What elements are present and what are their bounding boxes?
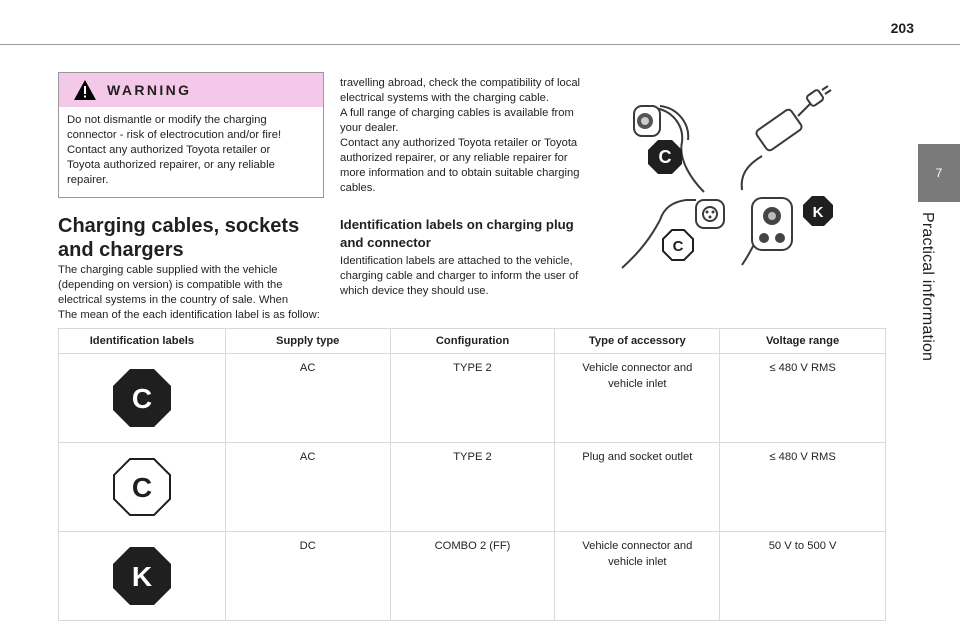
accessory-line: vehicle inlet bbox=[608, 378, 667, 390]
section-title-line: Charging cables, sockets bbox=[58, 215, 300, 237]
continuation-line: Contact any authorized Toyota retailer or Toyota bbox=[340, 137, 578, 149]
warning-box bbox=[58, 72, 324, 198]
identification-table bbox=[58, 328, 886, 621]
voltage-cell: 50 V to 500 V bbox=[720, 532, 886, 621]
label-letter: C bbox=[131, 383, 153, 414]
intro-line: electrical systems in the country of sale. When bbox=[58, 294, 289, 306]
warning-title: WARNING bbox=[107, 82, 192, 98]
chapter-title: Practical information bbox=[919, 212, 936, 362]
page-number: 203 bbox=[890, 20, 914, 36]
warning-triangle-icon bbox=[73, 79, 97, 101]
accessory-cell bbox=[555, 532, 720, 621]
accessory-line: Vehicle connector and bbox=[582, 362, 693, 374]
continuation-line: more information and to obtain suitable charging bbox=[340, 167, 580, 179]
header-rule bbox=[0, 44, 960, 45]
table-header-row bbox=[59, 329, 886, 354]
column-header: Identification labels bbox=[59, 329, 226, 354]
section-title-line: and chargers bbox=[58, 239, 184, 261]
config-cell: COMBO 2 (FF) bbox=[390, 532, 555, 621]
warning-line: repairer. bbox=[67, 174, 109, 186]
subsection-title-line: Identification labels on charging plug bbox=[340, 217, 574, 232]
warning-line: Toyota authorized repairer, or any reliable bbox=[67, 159, 275, 171]
charging-cable-image bbox=[742, 86, 831, 190]
column-header: Configuration bbox=[390, 329, 555, 354]
subsection-line: charging cable and charger to inform the user of bbox=[340, 270, 579, 282]
label-cell bbox=[59, 532, 226, 621]
column-header: Supply type bbox=[225, 329, 390, 354]
continuation-line: your dealer. bbox=[340, 122, 399, 134]
label-c-outline-icon bbox=[663, 230, 693, 260]
subsection-line: Identification labels are attached to the vehicle, bbox=[340, 255, 573, 267]
intro-line: The charging cable supplied with the vehicle bbox=[58, 264, 278, 276]
continuation-line: authorized repairer, or any reliable repairer for bbox=[340, 152, 568, 164]
continuation-paragraph bbox=[340, 76, 610, 196]
config-cell: TYPE 2 bbox=[390, 443, 555, 532]
label-c-filled-icon bbox=[111, 367, 173, 429]
combo-connector-image bbox=[742, 198, 792, 265]
subsection-line: which device they should use. bbox=[340, 285, 489, 297]
chapter-tab[interactable]: 7 bbox=[918, 144, 960, 202]
column-header: Voltage range bbox=[720, 329, 886, 354]
label-k-filled-icon bbox=[111, 545, 173, 607]
continuation-line: cables. bbox=[340, 182, 376, 194]
table-row bbox=[59, 354, 886, 443]
label-c-filled-letter: C bbox=[658, 147, 672, 167]
voltage-cell: ≤ 480 V RMS bbox=[720, 354, 886, 443]
section-title bbox=[58, 214, 338, 262]
accessory-line: Plug and socket outlet bbox=[582, 451, 693, 463]
supply-cell: AC bbox=[225, 354, 390, 443]
table-row bbox=[59, 532, 886, 621]
label-k-filled-icon bbox=[803, 196, 833, 226]
accessory-line: vehicle inlet bbox=[608, 556, 667, 568]
label-cell bbox=[59, 354, 226, 443]
config-cell: TYPE 2 bbox=[390, 354, 555, 443]
column-header: Type of accessory bbox=[555, 329, 720, 354]
table-row bbox=[59, 443, 886, 532]
label-k-filled-letter: K bbox=[812, 204, 824, 221]
label-letter: K bbox=[131, 561, 153, 592]
label-c-outline-letter: C bbox=[672, 238, 684, 255]
subsection-paragraph bbox=[340, 254, 610, 299]
voltage-cell: ≤ 480 V RMS bbox=[720, 443, 886, 532]
warning-header bbox=[59, 73, 323, 107]
warning-line: Contact any authorized Toyota retailer or bbox=[67, 144, 271, 156]
ident-intro: The mean of the each identification label is as follow: bbox=[58, 309, 320, 321]
label-c-filled-icon bbox=[648, 140, 682, 174]
intro-paragraph bbox=[58, 263, 348, 308]
accessory-line: Vehicle connector and bbox=[582, 540, 693, 552]
label-c-outline-icon bbox=[111, 456, 173, 518]
label-cell bbox=[59, 443, 226, 532]
warning-text bbox=[59, 107, 323, 188]
supply-cell: DC bbox=[225, 532, 390, 621]
continuation-line: electrical systems with the charging cable. bbox=[340, 92, 549, 104]
continuation-line: travelling abroad, check the compatibility of local bbox=[340, 77, 581, 89]
warning-line: Do not dismantle or modify the charging bbox=[67, 114, 267, 126]
intro-line: (depending on version) is compatible with the bbox=[58, 279, 283, 291]
subsection-title-line: and connector bbox=[340, 235, 431, 250]
accessory-cell bbox=[555, 443, 720, 532]
subsection-title bbox=[340, 216, 610, 252]
supply-cell: AC bbox=[225, 443, 390, 532]
warning-line: connector - risk of electrocution and/or fire! bbox=[67, 129, 282, 141]
connector-illustration bbox=[612, 80, 862, 280]
continuation-line: A full range of charging cables is available from bbox=[340, 107, 574, 119]
accessory-cell bbox=[555, 354, 720, 443]
label-letter: C bbox=[131, 472, 153, 503]
